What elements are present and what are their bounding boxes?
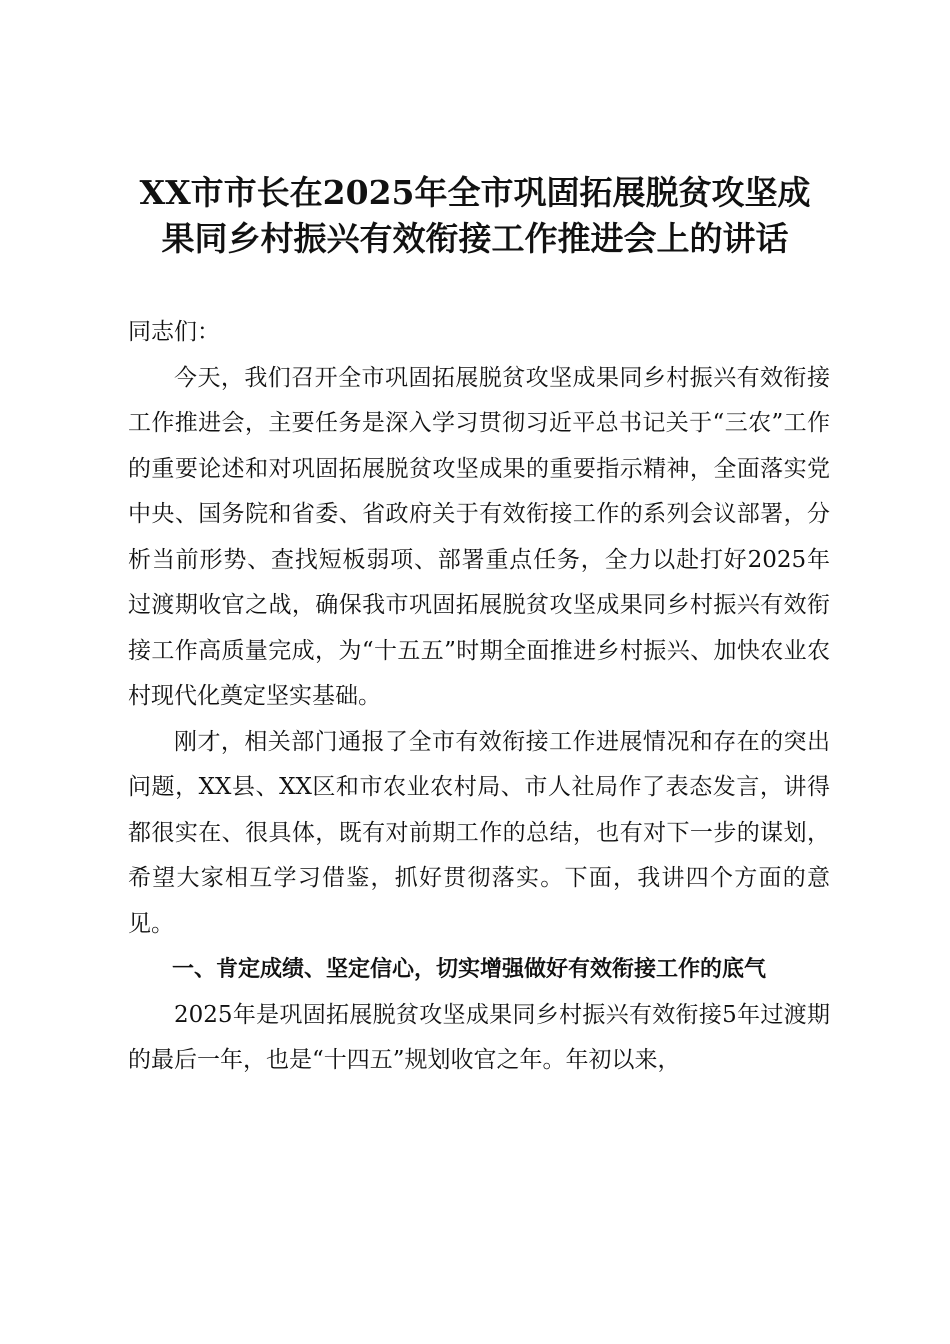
title-line-1: XX市市长在2025年全市巩固拓展脱贫攻坚成	[139, 173, 811, 212]
section-heading-1: 一、肯定成绩、坚定信心，切实增强做好有效衔接工作的底气	[172, 957, 767, 982]
paragraph-section-1: 2025年是巩固拓展脱贫攻坚成果同乡村振兴有效衔接5年过渡期的最后一年，也是“十四五”规划收官之年。年初以来，	[128, 1001, 830, 1073]
document-title	[110, 170, 840, 262]
title-line-2: 果同乡村振兴有效衔接工作推进会上的讲话	[161, 219, 789, 258]
document-body	[128, 310, 830, 1084]
paragraph-reports: 刚才，相关部门通报了全市有效衔接工作进展情况和存在的突出问题，XX县、XX区和市农业农村局、市人社局作了表态发言，讲得都很实在、很具体，既有对前期工作的总结，也有对下一步的谋划，希望大家相互学习借鉴，抓好贯彻落实。下面，我讲四个方面的意见。	[128, 728, 830, 937]
paragraph-opening: 今天，我们召开全市巩固拓展脱贫攻坚成果同乡村振兴有效衔接工作推进会，主要任务是深入学习贯彻习近平总书记关于“三农”工作的重要论述和对巩固拓展脱贫攻坚成果的重要指示精神，全面落实党中央、国务院和省委、省政府关于有效衔接工作的系列会议部署，分析当前形势、查找短板弱项、部署重点任务，全力以赴打好2025年过渡期收官之战，确保我市巩固拓展脱贫攻坚成果同乡村振兴有效衔接工作高质量完成，为“十五五”时期全面推进乡村振兴、加快农业农村现代化奠定坚实基础。	[128, 364, 830, 709]
salutation: 同志们：	[128, 319, 220, 345]
